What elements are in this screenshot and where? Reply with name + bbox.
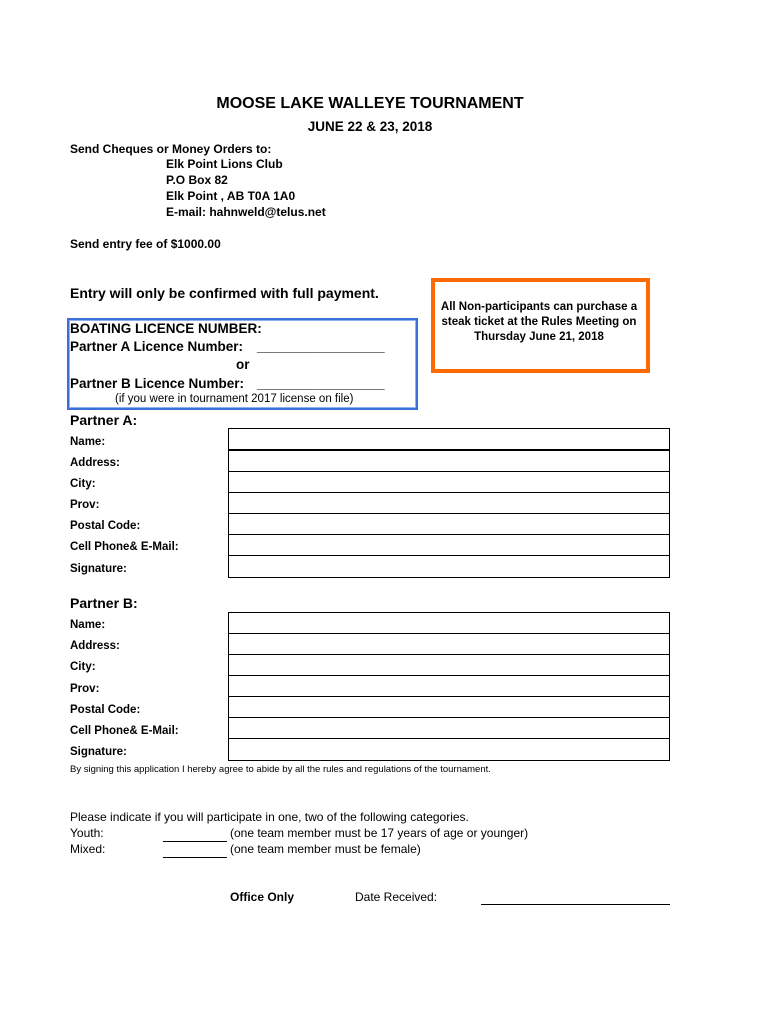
partner-a-prov-label: Prov: [70,499,100,511]
partner-b-contact-label: Cell Phone& E-Mail: [70,725,179,737]
partner-a-name-label: Name: [70,436,106,448]
licence-heading: BOATING LICENCE NUMBER: [70,321,262,336]
partner-b-prov-field[interactable] [228,675,670,697]
partner-a-prov-field[interactable] [228,492,670,514]
date-received-label: Date Received: [355,890,438,904]
partner-a-address-field[interactable] [228,450,670,472]
partner-b-name-field[interactable] [228,612,670,634]
partner-a-name-field[interactable] [228,428,670,450]
office-only-label: Office Only [230,890,295,904]
partner-b-licence-label: Partner B Licence Number: [70,376,245,391]
notice-text: All Non-participants can purchase a steak ticket at the Rules Meeting on Thursday June 21, 2018 [440,301,638,343]
mailing-line: Elk Point Lions Club [166,157,283,171]
partner-b-prov-label: Prov: [70,683,100,695]
partner-b-address-field[interactable] [228,633,670,655]
partner-b-licence-blank[interactable]: _________________ [257,376,385,391]
mailing-line: P.O Box 82 [166,173,228,187]
categories-intro: Please indicate if you will participate in one, two of the following categories. [70,810,469,824]
partner-b-address-label: Address: [70,640,120,652]
partner-b-heading: Partner B: [70,595,138,611]
agreement-text: By signing this application I hereby agree to abide by all the rules and regulations of the tournament. [70,764,491,775]
entry-fee: Send entry fee of $1000.00 [70,237,221,251]
date-received-blank[interactable] [481,889,670,905]
partner-b-name-label: Name: [70,619,106,631]
mailing-email: E-mail: hahnweld@telus.net [166,205,326,219]
page-title: MOOSE LAKE WALLEYE TOURNAMENT [216,95,524,112]
partner-b-signature-field[interactable] [228,738,670,761]
partner-a-signature-field[interactable] [228,555,670,578]
youth-label: Youth: [70,826,104,840]
mixed-note: (one team member must be female) [230,842,421,856]
partner-b-signature-label: Signature: [70,746,127,758]
partner-b-city-field[interactable] [228,654,670,676]
mailing-line: Elk Point , AB T0A 1A0 [166,189,296,203]
licence-note: (if you were in tournament 2017 license on file) [115,393,354,405]
partner-a-address-label: Address: [70,457,120,469]
partner-b-city-label: City: [70,661,96,673]
partner-a-heading: Partner A: [70,412,138,428]
confirmation-note: Entry will only be confirmed with full payment. [70,285,379,301]
partner-a-city-label: City: [70,478,96,490]
licence-or: or [236,357,250,372]
mixed-blank[interactable] [163,842,227,858]
partner-a-licence-label: Partner A Licence Number: [70,339,244,354]
partner-a-contact-label: Cell Phone& E-Mail: [70,541,179,553]
partner-b-postal-field[interactable] [228,696,670,718]
partner-b-postal-label: Postal Code: [70,704,141,716]
partner-a-city-field[interactable] [228,471,670,493]
mailing-intro: Send Cheques or Money Orders to: [70,142,272,156]
partner-a-postal-field[interactable] [228,513,670,535]
partner-b-contact-field[interactable] [228,717,670,739]
partner-a-postal-label: Postal Code: [70,520,141,532]
partner-a-licence-blank[interactable]: _________________ [257,339,385,354]
youth-blank[interactable] [163,826,227,842]
partner-a-signature-label: Signature: [70,563,127,575]
youth-note: (one team member must be 17 years of age or younger) [230,826,529,840]
mixed-label: Mixed: [70,842,106,856]
partner-a-contact-field[interactable] [228,534,670,556]
tournament-date: JUNE 22 & 23, 2018 [307,119,433,134]
